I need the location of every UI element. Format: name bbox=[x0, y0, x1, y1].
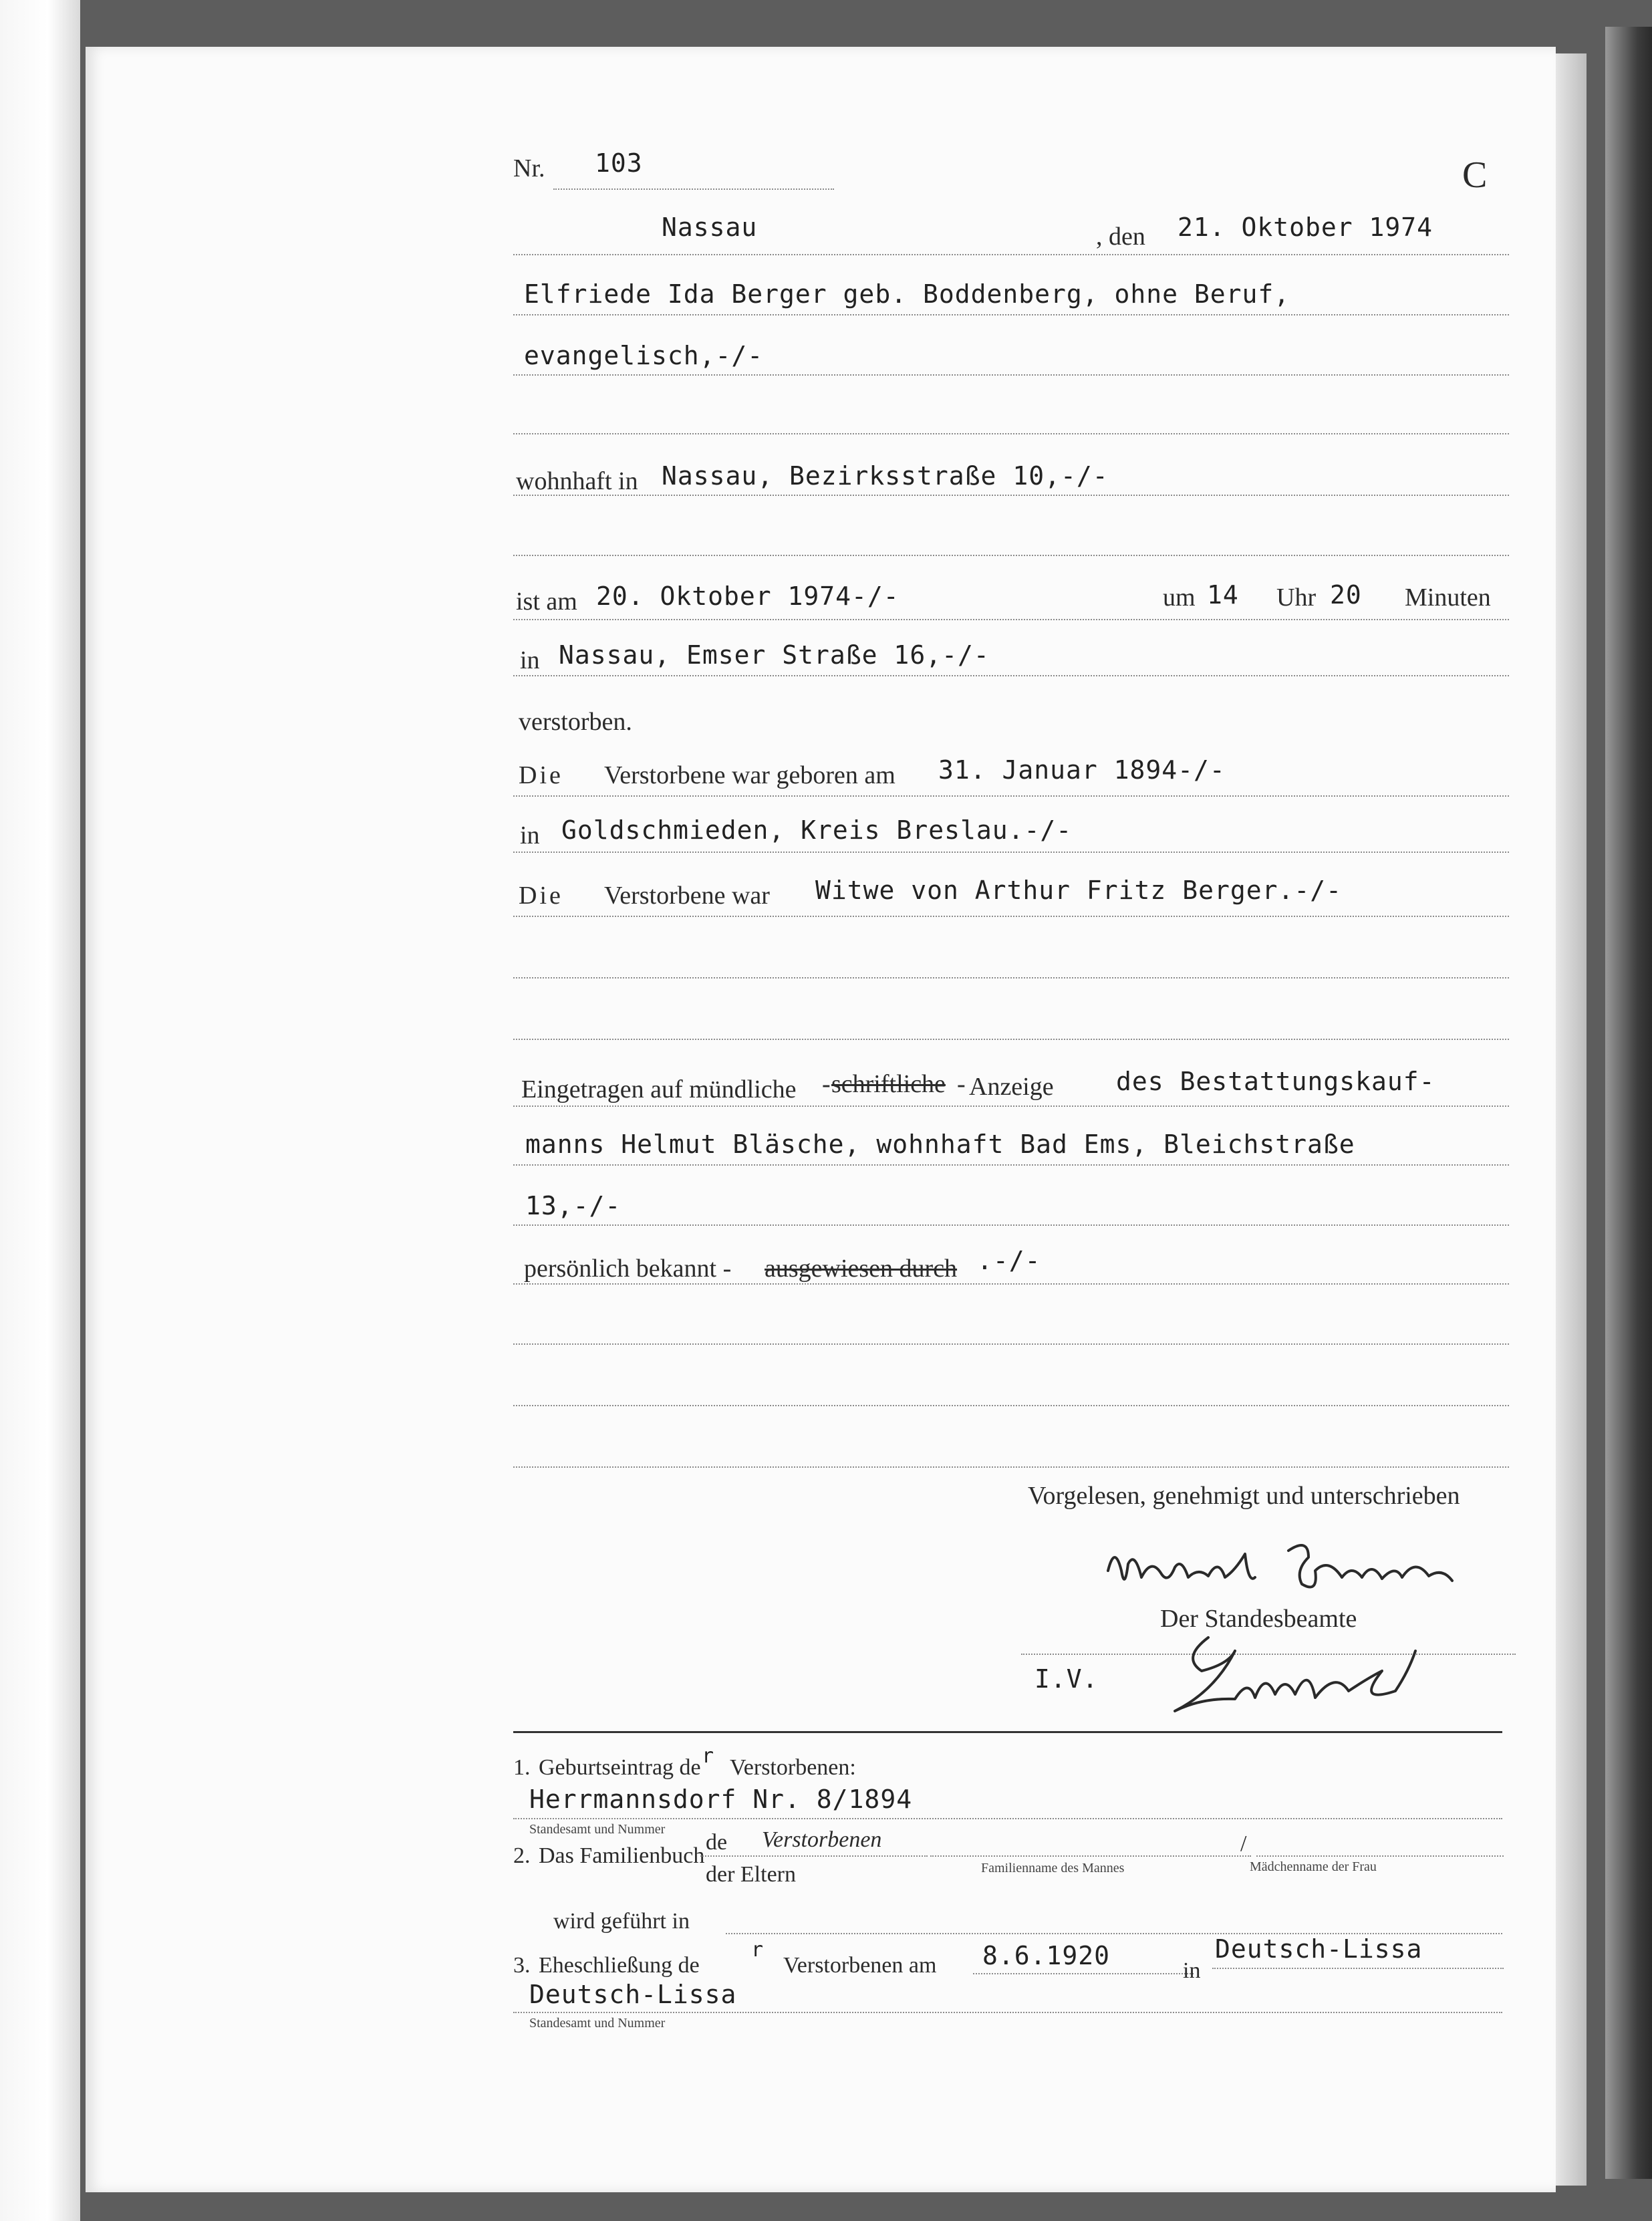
item1-value: Herrmannsdorf Nr. 8/1894 bbox=[529, 1785, 913, 1814]
death-in-label: in bbox=[520, 646, 540, 674]
maedchenname-line bbox=[1256, 1855, 1504, 1857]
blank-line-1 bbox=[513, 433, 1509, 434]
residence-value: Nassau, Bezirksstraße 10,-/- bbox=[662, 461, 1109, 491]
item2-de-line bbox=[700, 1855, 928, 1857]
nr-value: 103 bbox=[595, 148, 643, 178]
residence-line bbox=[513, 495, 1509, 496]
nr-line bbox=[553, 188, 834, 190]
death-place: Nassau, Emser Straße 16,-/- bbox=[559, 640, 990, 670]
vorgelesen-label: Vorgelesen, genehmigt und unterschrieben bbox=[1028, 1482, 1460, 1510]
item3-date-line bbox=[973, 1973, 1194, 1974]
item1-label: Geburtseintrag de bbox=[539, 1755, 701, 1780]
death-date-line bbox=[513, 619, 1509, 620]
item3-in: in bbox=[1183, 1958, 1201, 1983]
birth-in-label: in bbox=[520, 821, 540, 850]
bekannt-line bbox=[513, 1283, 1509, 1285]
item3-label: Eheschließung de bbox=[539, 1953, 700, 1978]
informant-line2-rule bbox=[513, 1164, 1509, 1166]
place-value: Nassau bbox=[662, 213, 758, 242]
um-label: um bbox=[1163, 583, 1196, 612]
blank-line-2 bbox=[513, 555, 1509, 556]
informant-line3: 13,-/- bbox=[525, 1191, 622, 1220]
item3-label2: Verstorbenen am bbox=[783, 1953, 937, 1978]
item3-place-line bbox=[1212, 1968, 1504, 1969]
item1-superscript: r bbox=[702, 1744, 715, 1768]
birth-place: Goldschmieden, Kreis Breslau.-/- bbox=[561, 815, 1073, 845]
standesbeamte-label: Der Standesbeamte bbox=[1160, 1605, 1357, 1633]
person-line2-rule bbox=[513, 374, 1509, 376]
birth-date-line bbox=[513, 795, 1509, 797]
person-line1-rule bbox=[513, 314, 1509, 315]
verstorben-label: verstorben. bbox=[519, 708, 632, 736]
blank-line-6 bbox=[513, 1405, 1509, 1406]
standesamt-label-2: Standesamt und Nummer bbox=[529, 2016, 666, 2031]
footer-rule bbox=[513, 1731, 1502, 1733]
person-line2: evangelisch,-/- bbox=[524, 341, 764, 370]
item1-line bbox=[513, 1818, 1502, 1819]
informant-line2: manns Helmut Bläsche, wohnhaft Bad Ems, Bleichstraße bbox=[525, 1130, 1355, 1159]
nr-label: Nr. bbox=[513, 154, 545, 182]
item3-line bbox=[513, 2012, 1502, 2013]
familienname-label: Familienname des Mannes bbox=[981, 1861, 1125, 1875]
struck-ausgewiesen: ausgewiesen durch bbox=[765, 1255, 958, 1283]
book-cover-edge bbox=[1605, 27, 1652, 2179]
bekannt-end: .-/- bbox=[977, 1246, 1041, 1275]
item1-label2: Verstorbenen: bbox=[730, 1755, 856, 1780]
birth-label: Verstorbene war geboren am bbox=[604, 761, 896, 789]
person-line1: Elfriede Ida Berger geb. Boddenberg, ohne Beruf, bbox=[524, 279, 1290, 309]
dash-left: - bbox=[822, 1070, 831, 1098]
death-minutes: 20 bbox=[1330, 580, 1362, 610]
dash-right: - bbox=[957, 1070, 966, 1098]
maedchenname-label: Mädchenname der Frau bbox=[1250, 1859, 1377, 1874]
anzeige-label: Anzeige bbox=[969, 1073, 1054, 1101]
birth-place-line bbox=[513, 852, 1509, 853]
status-value: Witwe von Arthur Fritz Berger.-/- bbox=[815, 876, 1342, 905]
page-stack-edge bbox=[1556, 53, 1587, 2186]
iv-label: I.V. bbox=[1035, 1664, 1099, 1694]
registrar-signature bbox=[1155, 1624, 1502, 1724]
item3-date: 8.6.1920 bbox=[982, 1941, 1111, 1970]
ist-am-label: ist am bbox=[516, 587, 577, 616]
register-page bbox=[86, 47, 1556, 2192]
item3-superscript: r bbox=[751, 1938, 765, 1962]
item2-slash: / bbox=[1240, 1831, 1247, 1856]
blank-line-3 bbox=[513, 977, 1509, 978]
standesamt-label-1: Standesamt und Nummer bbox=[529, 1822, 666, 1837]
item2-eltern: der Eltern bbox=[706, 1862, 796, 1887]
informant-line1: des Bestattungskauf- bbox=[1116, 1067, 1435, 1096]
bekannt-label: persönlich bekannt - bbox=[524, 1255, 732, 1283]
struck-schriftliche: schriftliche bbox=[831, 1070, 946, 1098]
blank-line-4 bbox=[513, 1039, 1509, 1040]
informant-line1-rule bbox=[513, 1105, 1509, 1107]
item2-de: de bbox=[706, 1830, 728, 1855]
register-letter: C bbox=[1462, 154, 1488, 196]
date-value: 21. Oktober 1974 bbox=[1178, 213, 1433, 242]
item3-value: Deutsch-Lissa bbox=[529, 1980, 737, 2009]
uhr-label: Uhr bbox=[1276, 583, 1317, 612]
informant-line3-rule bbox=[513, 1224, 1509, 1226]
birth-date: 31. Januar 1894-/- bbox=[938, 755, 1226, 785]
blank-line-5 bbox=[513, 1343, 1509, 1345]
item2-label: Das Familienbuch bbox=[539, 1843, 705, 1868]
left-page-edge bbox=[0, 0, 80, 2221]
item1-number: 1. bbox=[513, 1755, 531, 1780]
status-article: Die bbox=[519, 882, 563, 910]
death-date: 20. Oktober 1974-/- bbox=[596, 581, 900, 611]
minuten-label: Minuten bbox=[1405, 583, 1491, 612]
familienname-line bbox=[930, 1855, 1251, 1857]
den-label: , den bbox=[1096, 223, 1145, 251]
blank-line-7 bbox=[513, 1466, 1509, 1468]
status-line bbox=[513, 916, 1509, 917]
eingetragen-label: Eingetragen auf mündliche bbox=[521, 1075, 797, 1103]
item2-handwritten: Verstorbenen bbox=[762, 1827, 882, 1852]
status-label: Verstorbene war bbox=[604, 882, 770, 910]
gefuehrt-label: wird geführt in bbox=[553, 1909, 690, 1934]
item2-number: 2. bbox=[513, 1843, 531, 1868]
date-line bbox=[513, 254, 1509, 255]
death-hour: 14 bbox=[1207, 580, 1239, 610]
residence-label: wohnhaft in bbox=[516, 467, 638, 495]
birth-article: Die bbox=[519, 761, 563, 789]
item3-number: 3. bbox=[513, 1953, 531, 1978]
death-place-line bbox=[513, 675, 1509, 676]
item3-place: Deutsch-Lissa bbox=[1215, 1934, 1423, 1964]
